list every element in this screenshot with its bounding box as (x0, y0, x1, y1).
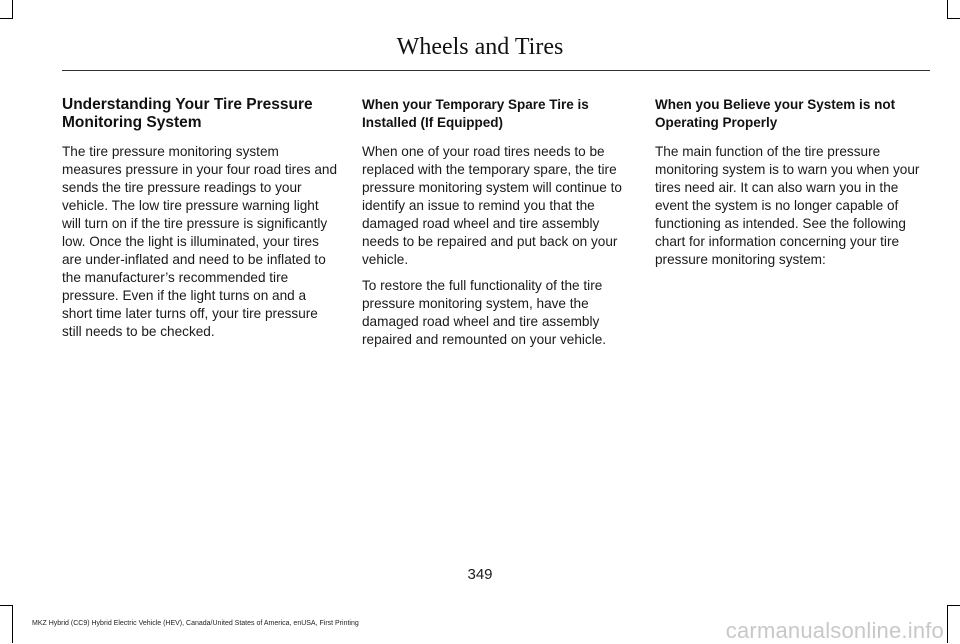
section-heading: When your Temporary Spare Tire is Installed (If Equipped) (362, 97, 589, 130)
crop-mark-top-right-h (947, 18, 960, 19)
crop-mark-bottom-left-v (12, 605, 13, 643)
page-title: Wheels and Tires (396, 34, 564, 60)
crop-mark-bottom-left-h (0, 605, 13, 606)
crop-mark-top-left-h (0, 18, 13, 19)
section-heading: Understanding Your Tire Pressure Monitoring System (62, 96, 313, 131)
paragraph: To restore the full functionality of the tire pressure monitoring system, have the damaged road wheel and tire assembly repaired and remounted on your vehicle. (362, 278, 607, 347)
crop-mark-top-left-v (12, 0, 13, 18)
column-temporary-spare (362, 96, 638, 357)
page-number: 349 (467, 566, 493, 583)
section-heading: When you Believe your System is not Operating Properly (655, 97, 896, 130)
header-rule (62, 70, 930, 71)
paragraph: The tire pressure monitoring system measures pressure in your four road tires and sends the tire pressure readings to your vehicle. The low tire pressure warning light will turn on if the tire pressure is significantly low. Once the light is illuminated, your tires are under-inflated and need to be inflated to the manufacturer’s recommended tire pressure. Even if the light turns on and a short time later turns off, your tire pressure still needs to be checked. (62, 144, 338, 339)
column-tpms-understanding (62, 96, 338, 349)
footer-text: MKZ Hybrid (CC9) Hybrid Electric Vehicle (HEV), Canada/United States of America, enUSA, First Printing (32, 620, 359, 627)
crop-mark-top-right-v (947, 0, 948, 18)
paragraph: When one of your road tires needs to be replaced with the temporary spare, the tire pressure monitoring system will continue to identify an issue to remind you that the damaged road wheel and tire assembly needs to be repaired and put back on your vehicle. (362, 144, 622, 267)
crop-mark-bottom-right-h (947, 605, 960, 606)
watermark: carmanualsonline.info (725, 618, 944, 643)
paragraph: The main function of the tire pressure monitoring system is to warn you when your tires need air. It can also warn you in the event the system is no longer capable of functioning as intended. See the following chart for information concerning your tire pressure monitoring system: (655, 144, 920, 267)
crop-mark-bottom-right-v (947, 605, 948, 643)
column-system-not-operating (655, 96, 931, 277)
